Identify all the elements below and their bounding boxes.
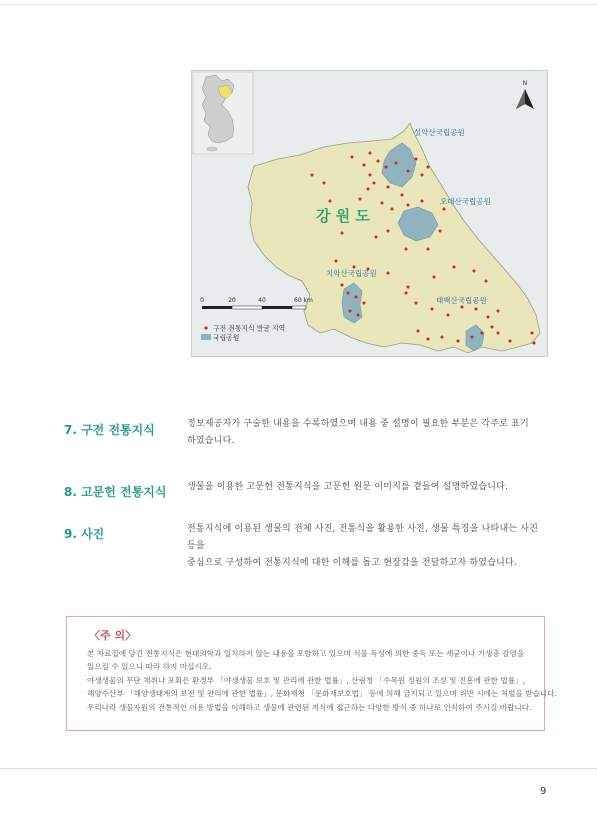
section-body-line: 전통지식에 이용된 생물의 전체 사진, 전통식을 활용한 사진, 생물 특징을 나타내는 사진 등을: [187, 524, 539, 551]
survey-dot: [431, 308, 434, 311]
survey-dot: [373, 182, 376, 185]
survey-dot: [357, 314, 360, 317]
survey-dot: [369, 152, 372, 155]
north-label: N: [522, 80, 528, 87]
survey-dot: [509, 340, 512, 343]
caution-box: [66, 616, 557, 731]
caution-text: [87, 647, 557, 714]
survey-dot: [323, 182, 326, 185]
survey-dot: [387, 186, 390, 189]
survey-dot: [475, 308, 478, 311]
park-label-odae: 오대산국립공원: [440, 197, 491, 206]
survey-dot: [335, 260, 338, 263]
gangwon-map: [191, 70, 548, 357]
section-body-literature: [187, 479, 547, 496]
section-body-photo: [187, 521, 547, 572]
section-title-photo: 9. 사진: [64, 527, 105, 541]
park-label-seorak: 설악산국립공원: [414, 128, 465, 137]
survey-dot: [377, 160, 380, 163]
scale-tick-20: 20: [228, 297, 236, 304]
park-chiak: [342, 283, 362, 323]
caution-title: 〈주 의〉: [89, 629, 137, 642]
korea-inset-map: [193, 72, 253, 154]
legend-dot-label: 구전 전통지식 발굴 지역: [213, 324, 286, 333]
survey-dot: [497, 310, 500, 313]
survey-dot: [421, 174, 424, 177]
survey-dot: [441, 336, 444, 339]
survey-dot: [355, 296, 358, 299]
survey-dot: [351, 156, 354, 159]
section-body-line: 생물을 이용한 고문헌 전통지식을 고문헌 원문 이미지를 곁들여 설명하였습니다.: [187, 482, 509, 492]
survey-dot: [453, 266, 456, 269]
survey-dot: [497, 332, 500, 335]
survey-dot: [341, 232, 344, 235]
survey-dot: [471, 336, 474, 339]
survey-dot: [387, 272, 390, 275]
survey-dot: [447, 314, 450, 317]
survey-dot: [359, 198, 362, 201]
section-body-oral: [187, 416, 547, 450]
survey-dot: [439, 230, 442, 233]
bottom-rule: [0, 768, 597, 769]
caution-line: 일으킬 수 있으니 따라 하지 마십시오.: [87, 662, 212, 672]
park-label-taebaek: 태백산국립공원: [436, 296, 487, 305]
survey-dot: [401, 194, 404, 197]
survey-dot: [369, 174, 372, 177]
survey-dot: [427, 338, 430, 341]
caution-line: 본 자료집에 담긴 전통지식은 현대의학과 일치하지 않는 내용을 포함하고 있으며 식물 독성에 의한 중독 또는 세균이나 기생충 감염을: [87, 649, 525, 658]
park-label-chiak: 치악산국립공원: [326, 269, 377, 278]
top-rule: [0, 4, 597, 5]
survey-dot: [443, 208, 446, 211]
survey-dot: [391, 208, 394, 211]
survey-dot: [311, 174, 314, 177]
survey-dot: [349, 310, 352, 313]
section-body-line: 하였습니다.: [187, 436, 235, 446]
survey-dot: [385, 166, 388, 169]
survey-dot: [329, 200, 332, 203]
page-number: 9: [540, 786, 547, 797]
section-title-oral: 7. 구전 전통지식: [64, 423, 155, 437]
survey-dot: [347, 292, 350, 295]
survey-dot: [405, 292, 408, 295]
caution-line: 우리나라 생물자원의 전통적인 이용 방법을 이해하고 생물에 관련된 지식에 접근하는 다양한 방식 중 하나로 인식하여 주시길 바랍니다.: [87, 702, 532, 712]
legend-park-label: 국립공원: [213, 334, 240, 342]
survey-dot: [481, 332, 484, 335]
survey-dot: [473, 270, 476, 273]
survey-dot: [363, 164, 366, 167]
province-label: 강 원 도: [316, 207, 370, 225]
survey-dot: [363, 302, 366, 305]
survey-dot: [533, 342, 536, 345]
survey-dot: [387, 230, 390, 233]
survey-dot: [491, 326, 494, 329]
scale-tick-40: 40: [258, 297, 266, 304]
survey-dot: [381, 202, 384, 205]
survey-dot: [485, 280, 488, 283]
survey-dot: [427, 166, 430, 169]
section-body-line: 정보제공자가 구술한 내용을 수록하였으며 내용 중 설명이 필요한 부분은 각주로 표기: [187, 419, 529, 429]
survey-dot: [531, 332, 534, 335]
survey-dot: [421, 200, 424, 203]
survey-dot: [457, 340, 460, 343]
survey-dot: [407, 204, 410, 207]
section-body-line: 중심으로 구성하여 전통지식에 대한 이해를 돕고 현장감을 전달하고자 하였습니다.: [187, 558, 517, 568]
survey-dot: [487, 316, 490, 319]
survey-dot: [341, 284, 344, 287]
scale-tick-0: 0: [200, 297, 204, 304]
survey-dot: [415, 158, 418, 161]
survey-dot: [407, 170, 410, 173]
scale-tick-60: 60 km: [294, 297, 313, 304]
survey-dot: [407, 286, 410, 289]
survey-dot: [427, 248, 430, 251]
survey-dot: [375, 236, 378, 239]
survey-dot: [415, 302, 418, 305]
survey-dot: [433, 276, 436, 279]
survey-dot: [417, 330, 420, 333]
caution-line: 해양수산부 「해양생태계의 보전 및 관리에 관한 법률」, 문화재청 「문화재보호법」 등에 의해 금지되고 있으며 위반 시에는 처벌을 받습니다.: [87, 689, 557, 699]
survey-dot: [405, 248, 408, 251]
survey-dot: [367, 188, 370, 191]
caution-line: 야생생물의 무단 채취나 포획은 환경부 「야생생물 보호 및 관리에 관한 법률」, 산림청 「수목원 정원의 조성 및 진흥에 관한 법률」,: [87, 675, 526, 685]
survey-dot: [395, 162, 398, 165]
section-title-literature: 8. 고문헌 전통지식: [64, 485, 167, 499]
survey-dot: [461, 306, 464, 309]
